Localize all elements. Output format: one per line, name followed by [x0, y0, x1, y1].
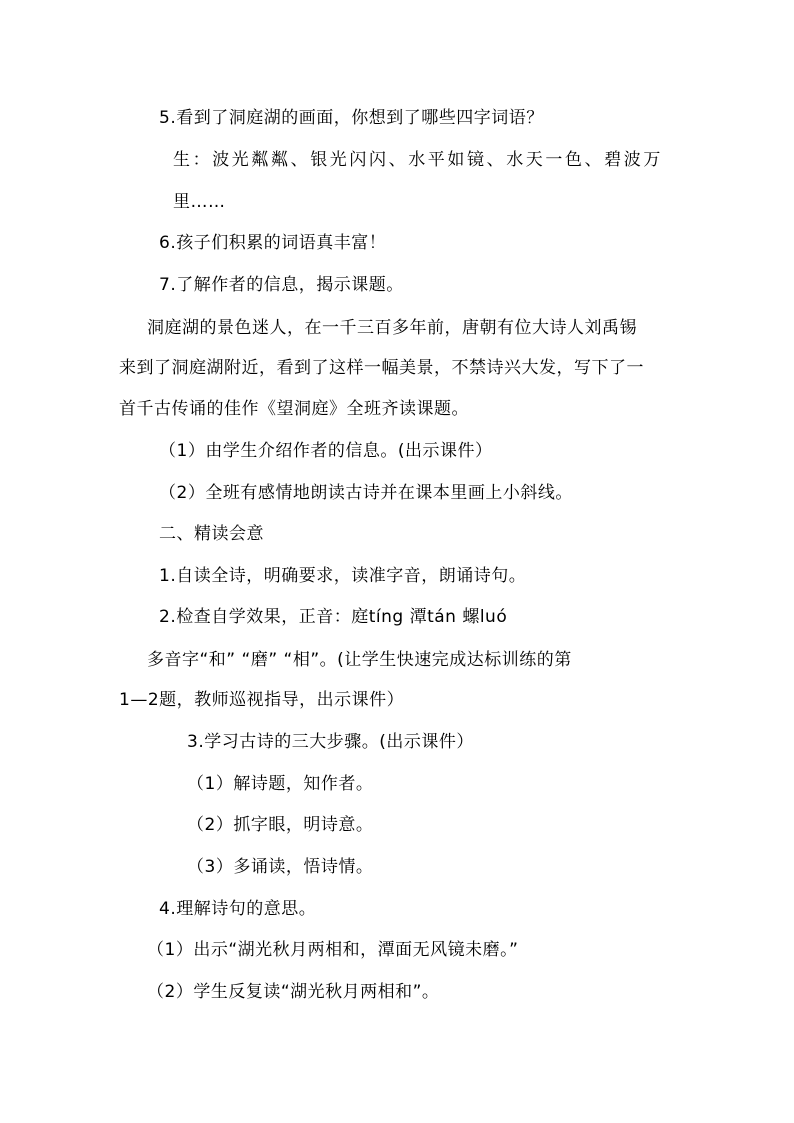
reading-step-1: 1.自读全诗，明确要求，读准字音，朗诵诗句。 — [159, 566, 527, 586]
step-3-item-2: （2）抓字眼，明诗意。 — [187, 815, 374, 835]
step-3-item-1: （1）解诗题，知作者。 — [187, 774, 374, 794]
reading-step-4: 4.理解诗句的意思。 — [159, 899, 317, 919]
sub-item-2: （2）全班有感情地朗读古诗并在课本里画上小斜线。 — [159, 483, 573, 503]
step-4-item-2: （2）学生反复读“湖光秋月两相和”。 — [147, 982, 440, 1002]
intro-paragraph-line-3: 首千古传诵的佳作《望洞庭》全班齐读课题。 — [119, 399, 469, 419]
sub-item-1: （1）由学生介绍作者的信息。(出示课件） — [159, 441, 493, 461]
step-6: 6.孩子们积累的词语真丰富！ — [159, 233, 387, 253]
step-7: 7.了解作者的信息，揭示课题。 — [159, 275, 404, 295]
question-5: 5.看到了洞庭湖的画面，你想到了哪些四字词语？ — [159, 108, 544, 128]
student-answer-line-2: 里…… — [173, 192, 226, 212]
polyphone-line-2: 1—2题，教师巡视指导，出示课件） — [119, 690, 405, 710]
reading-step-3: 3.学习古诗的三大步骤。(出示课件） — [187, 732, 474, 752]
intro-paragraph-line-1: 洞庭湖的景色迷人，在一千三百多年前，唐朝有位大诗人刘禹锡 — [147, 318, 637, 338]
step-3-item-3: （3）多诵读，悟诗情。 — [187, 857, 374, 877]
reading-step-2: 2.检查自学效果，正音：庭tíng 潭tán 螺luó — [159, 607, 508, 627]
student-answer-line-1: 生：波光粼粼、银光闪闪、水平如镜、水天一色、碧波万 — [173, 150, 663, 170]
polyphone-line-1: 多音字“和” “磨” “相”。(让学生快速完成达标训练的第 — [147, 650, 572, 670]
section-heading: 二、精读会意 — [159, 524, 264, 544]
intro-paragraph-line-2: 来到了洞庭湖附近，看到了这样一幅美景，不禁诗兴大发，写下了一 — [119, 358, 644, 378]
step-4-item-1: （1）出示“湖光秋月两相和，潭面无风镜未磨。” — [147, 940, 519, 960]
